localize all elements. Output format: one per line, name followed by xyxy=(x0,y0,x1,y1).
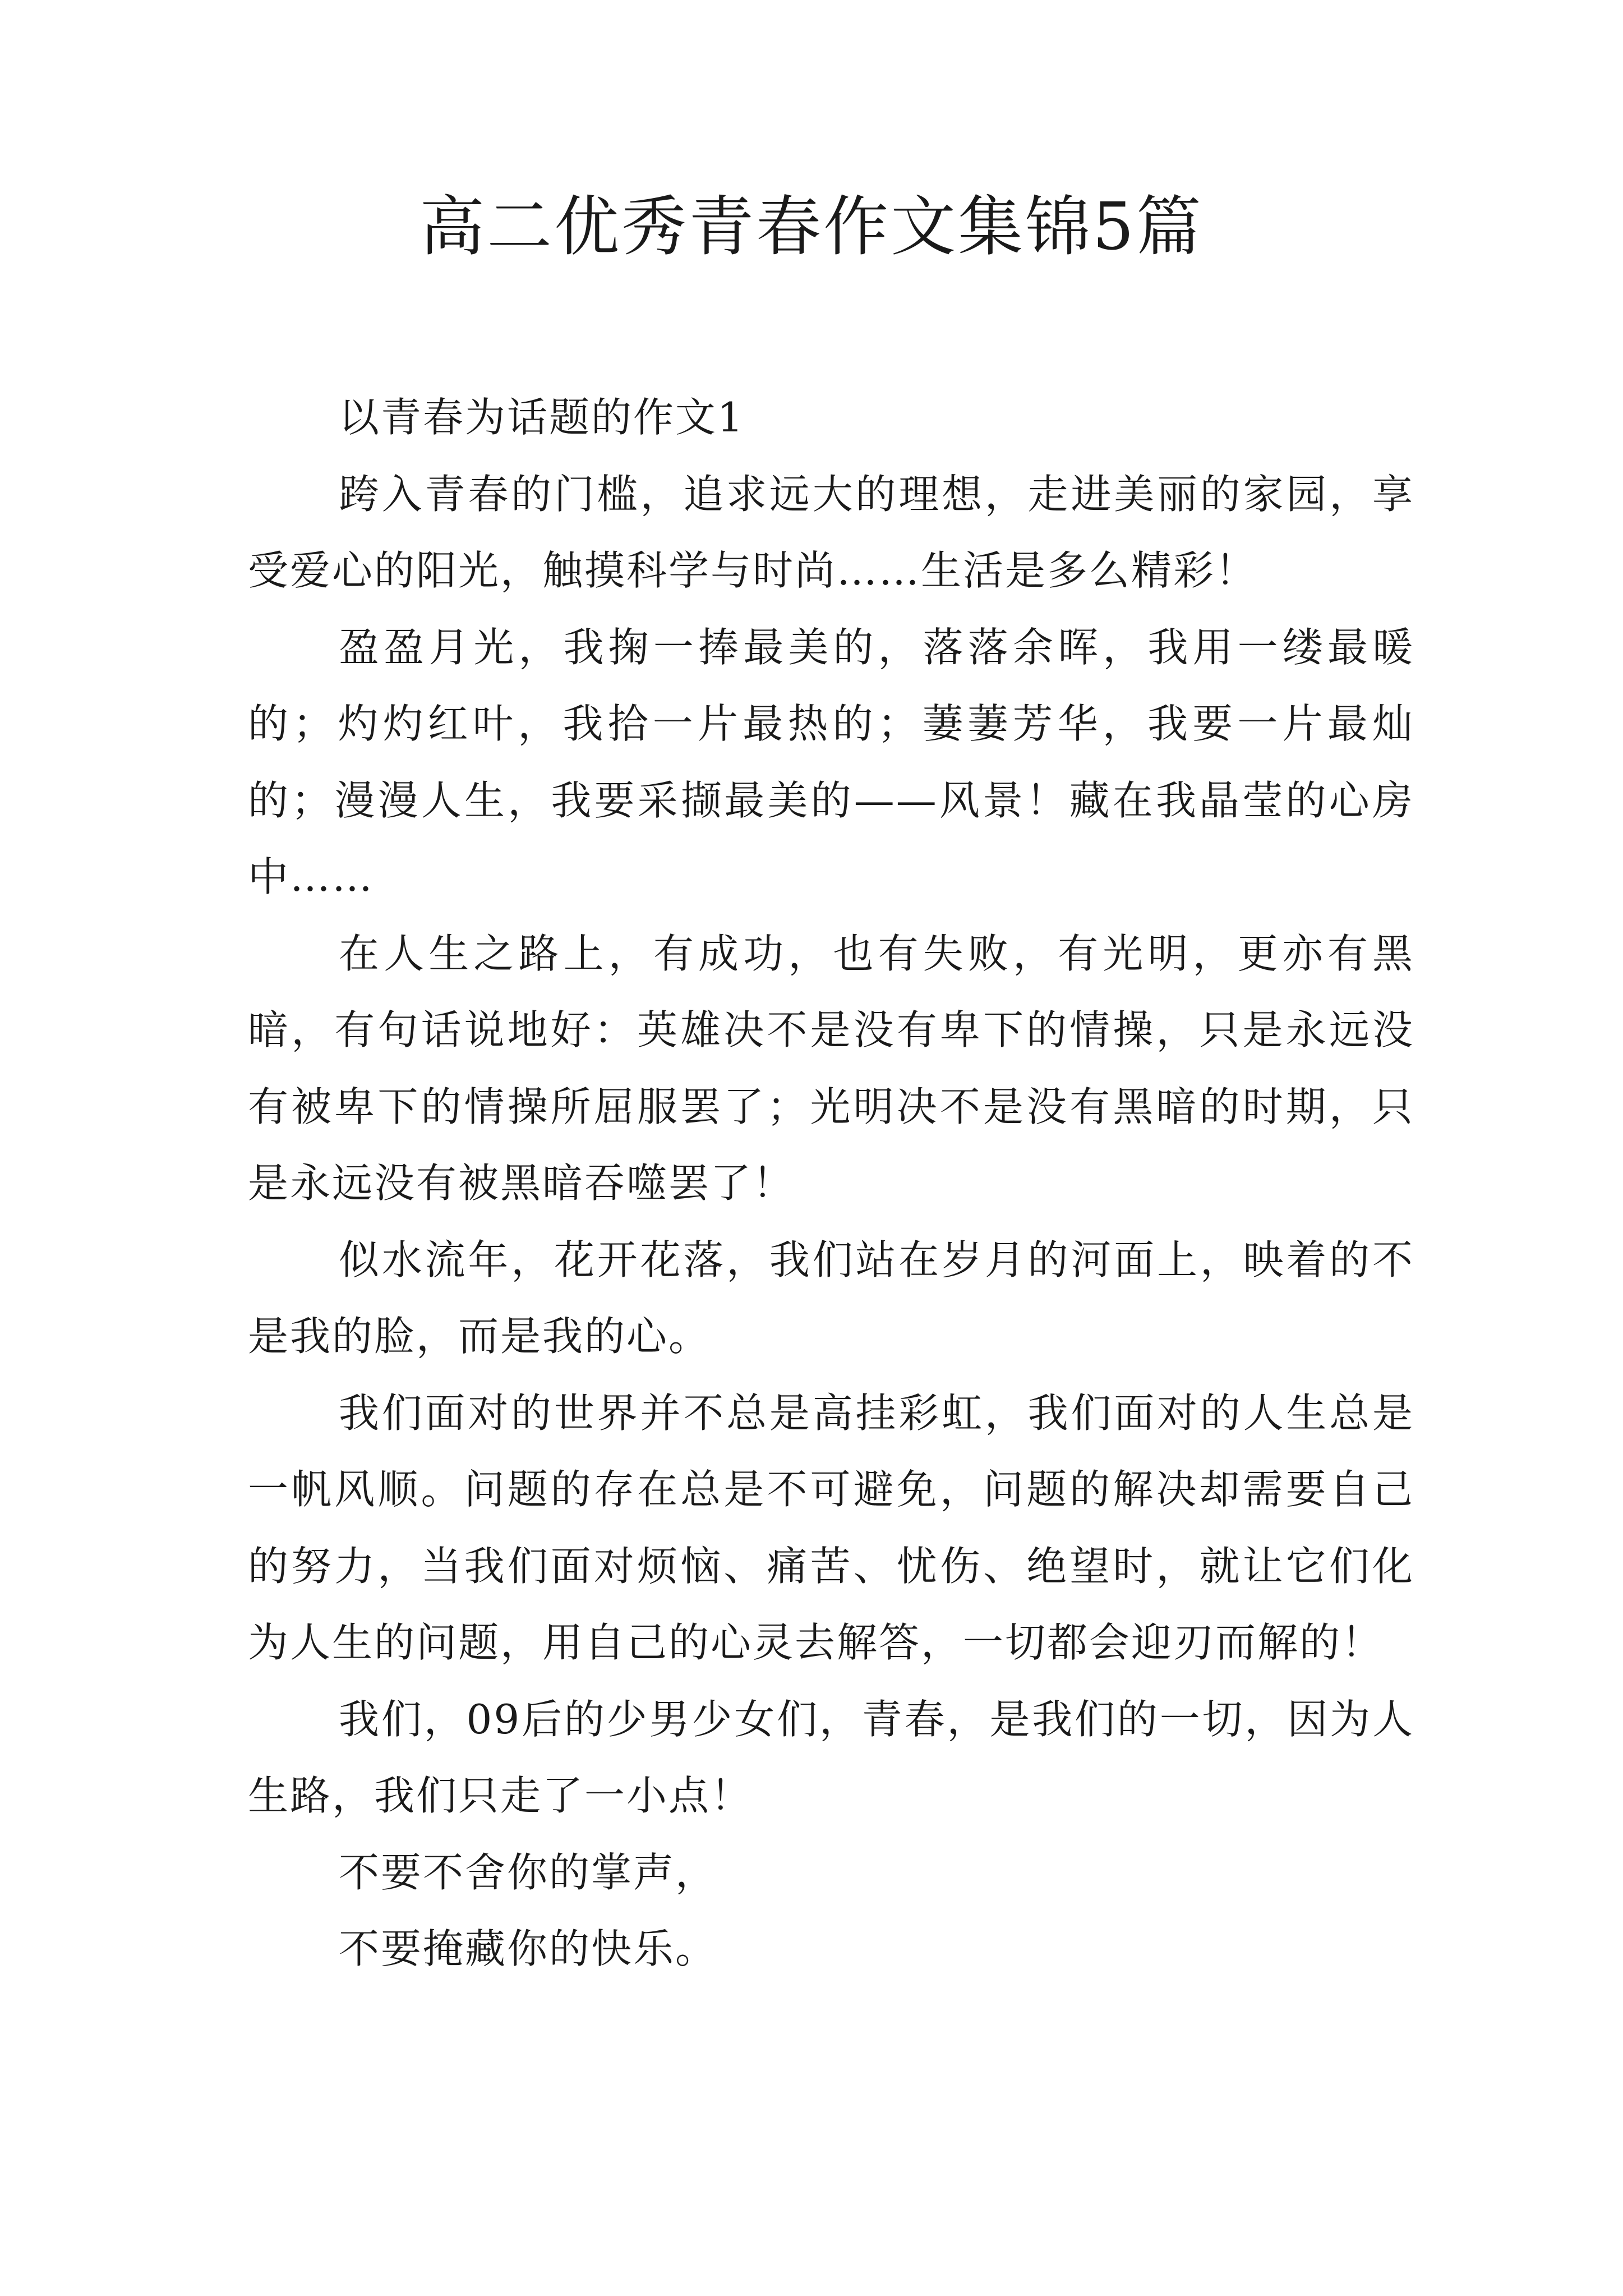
paragraph: 不要掩藏你的快乐。 xyxy=(339,1925,718,1972)
paragraph: 在人生之路上，有成功，也有失败，有光明，更亦有黑暗，有句话说地好：英雄决不是没有卑下的情操，只是永远没有被卑下的情操所屈服罢了；光明决不是没有黑暗的时期，只是永远没有被黑暗吞噬罢了！ xyxy=(248,930,1414,1207)
paragraph: 我们，09后的少男少女们，青春，是我们的一切，因为人生路，我们只走了一小点！ xyxy=(248,1695,1414,1819)
document-body xyxy=(248,379,1414,1987)
subheading: 以青春为话题的作文1 xyxy=(339,394,745,441)
paragraph: 盈盈月光，我掬一捧最美的，落落余晖，我用一缕最暖的；灼灼红叶，我拾一片最热的；萋萋芳华，我要一片最灿的；漫漫人生，我要采撷最美的——风景！藏在我晶莹的心房中…… xyxy=(248,623,1414,900)
paragraph: 跨入青春的门槛，追求远大的理想，走进美丽的家园，享受爱心的阳光，触摸科学与时尚……生活是多么精彩！ xyxy=(248,470,1414,594)
paragraph: 不要不舍你的掌声， xyxy=(339,1848,718,1896)
page-title: 高二优秀青春作文集锦5篇 xyxy=(419,189,1204,265)
paragraph: 似水流年，花开花落，我们站在岁月的河面上，映着的不是我的脸，而是我的心。 xyxy=(248,1236,1414,1360)
paragraph: 我们面对的世界并不总是高挂彩虹，我们面对的人生总是一帆风顺。问题的存在总是不可避免，问题的解决却需要自己的努力，当我们面对烦恼、痛苦、忧伤、绝望时，就让它们化为人生的问题，用自己的心灵去解答，一切都会迎刃而解的！ xyxy=(248,1389,1414,1666)
